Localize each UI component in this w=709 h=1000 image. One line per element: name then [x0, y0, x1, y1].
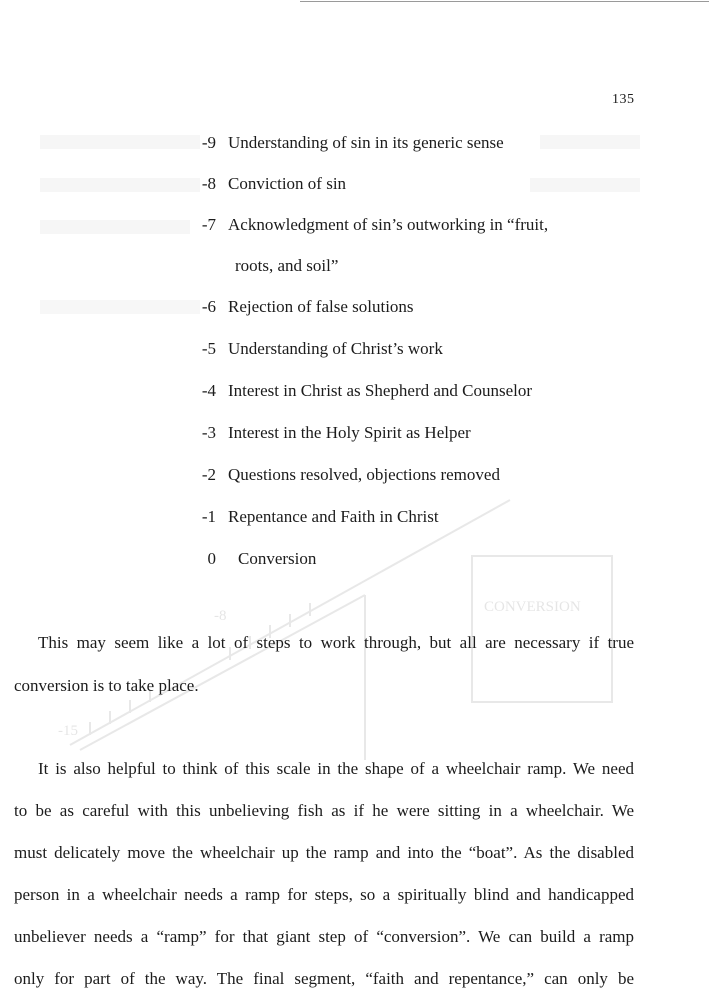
scale-item-number: -5 — [201, 339, 216, 358]
scale-item-text: Acknowledgment of sin’s outworking in “fruit, — [228, 215, 549, 234]
ghost-conversion-label: CONVERSION — [484, 599, 581, 615]
paragraph-line: unbeliever needs a “ramp” for that giant step of “conversion”. We can build a ramp — [14, 927, 634, 946]
scale-item-text: Repentance and Faith in Christ — [228, 507, 439, 526]
paragraph-line: person in a wheelchair needs a ramp for steps, so a spiritually blind and handicapped — [14, 885, 634, 904]
scale-item-number: 0 — [207, 549, 216, 568]
scale-item-number: -1 — [201, 507, 216, 526]
paragraph-line: It is also helpful to think of this scale in the shape of a wheelchair ramp. We need — [38, 759, 634, 778]
ghost-ramp-label-a: -8 — [214, 608, 227, 624]
scale-item-number: -8 — [201, 174, 216, 193]
scale-item-text: Conviction of sin — [228, 174, 347, 193]
page-number: 135 — [612, 92, 635, 107]
scale-item-number: -4 — [201, 381, 216, 400]
ghost-ramp-label-b: -15 — [58, 723, 78, 739]
scale-item-number: -2 — [201, 465, 216, 484]
scale-item-number: -3 — [201, 423, 216, 442]
scale-item-number: -7 — [201, 215, 216, 234]
paragraph-line: only for part of the way. The final segment, “faith and repentance,” can only be — [14, 969, 634, 988]
scale-item-number: -9 — [201, 133, 216, 152]
paragraph-line: must delicately move the wheelchair up the ramp and into the “boat”. As the disabled — [14, 843, 634, 862]
scale-item-number: -6 — [201, 297, 216, 316]
paragraph-line: to be as careful with this unbelieving fish as if he were sitting in a wheelchair. We — [14, 801, 634, 820]
scale-item-text: Interest in the Holy Spirit as Helper — [228, 423, 471, 442]
paragraph-line: This may seem like a lot of steps to work through, but all are necessary if true — [38, 633, 634, 652]
scale-item-text: Interest in Christ as Shepherd and Counselor — [228, 381, 533, 400]
scale-item-text: Understanding of Christ’s work — [228, 339, 443, 358]
scale-item-text: Understanding of sin in its generic sense — [228, 133, 504, 152]
scale-item-text: Conversion — [238, 549, 317, 568]
scale-item-text: Questions resolved, objections removed — [228, 465, 500, 484]
paragraph-line: conversion is to take place. — [14, 676, 199, 695]
scale-item-text: Rejection of false solutions — [228, 297, 414, 316]
scale-item-text: roots, and soil” — [235, 256, 339, 275]
